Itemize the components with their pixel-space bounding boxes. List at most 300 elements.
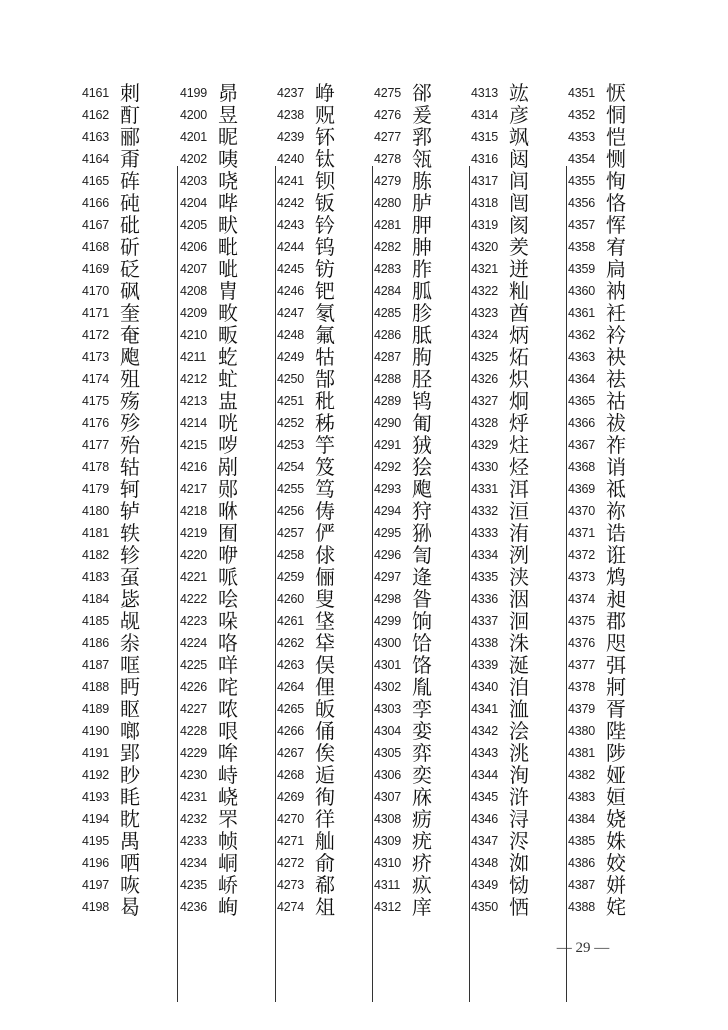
entry-character: 峣 xyxy=(218,785,238,809)
entry-number: 4313 xyxy=(471,86,499,100)
entry-character: 哚 xyxy=(218,609,238,633)
entry-number: 4196 xyxy=(82,856,110,870)
entry-character: 轸 xyxy=(120,543,140,567)
entry-number: 4238 xyxy=(277,108,305,122)
entry-number: 4211 xyxy=(180,350,207,364)
entry-number: 4171 xyxy=(82,306,110,320)
entry-number: 4376 xyxy=(568,636,596,650)
entry-number: 4181 xyxy=(82,526,110,540)
entry-number: 4355 xyxy=(568,174,596,188)
entry-number: 4246 xyxy=(277,284,305,298)
list-item xyxy=(277,874,373,896)
entry-character: 牁 xyxy=(606,675,626,699)
entry-number: 4277 xyxy=(374,130,402,144)
entry-number: 4263 xyxy=(277,658,305,672)
entry-number: 4187 xyxy=(82,658,110,672)
entry-character: 砜 xyxy=(120,279,140,303)
list-item xyxy=(374,544,470,566)
list-item xyxy=(277,786,373,808)
list-item xyxy=(277,742,373,764)
list-item xyxy=(180,654,276,676)
entry-character: 垡 xyxy=(315,609,335,633)
entry-character: 秕 xyxy=(315,389,335,413)
entry-character: 祚 xyxy=(606,433,626,457)
entry-character: 胂 xyxy=(412,235,432,259)
list-item xyxy=(180,236,276,258)
entry-number: 4304 xyxy=(374,724,402,738)
entry-number: 4319 xyxy=(471,218,499,232)
entry-number: 4290 xyxy=(374,416,402,430)
entry-character: 羑 xyxy=(509,235,529,259)
entry-number: 4262 xyxy=(277,636,305,650)
entry-number: 4176 xyxy=(82,416,110,430)
entry-number: 4346 xyxy=(471,812,499,826)
entry-character: 娅 xyxy=(606,763,626,787)
list-item xyxy=(82,456,178,478)
entry-character: 洵 xyxy=(509,763,529,787)
entry-number: 4220 xyxy=(180,548,208,562)
list-item xyxy=(374,104,470,126)
list-item xyxy=(568,82,664,104)
entry-character: 咴 xyxy=(120,873,140,897)
entry-character: 砗 xyxy=(120,169,140,193)
entry-character: 呲 xyxy=(218,257,238,281)
list-item xyxy=(471,500,567,522)
list-item xyxy=(277,346,373,368)
entry-character: 咫 xyxy=(606,631,626,655)
entry-character: 竑 xyxy=(509,81,529,105)
entry-character: 洌 xyxy=(509,543,529,567)
entry-character: 闿 xyxy=(509,191,529,215)
list-item xyxy=(277,478,373,500)
entry-character: 闾 xyxy=(509,169,529,193)
list-item xyxy=(471,808,567,830)
entry-number: 4275 xyxy=(374,86,402,100)
entry-number: 4368 xyxy=(568,460,596,474)
entry-character: 咿 xyxy=(218,543,238,567)
list-item xyxy=(374,456,470,478)
entry-character: 诳 xyxy=(606,543,626,567)
list-item xyxy=(180,676,276,698)
entry-number: 4222 xyxy=(180,592,208,606)
entry-character: 峤 xyxy=(218,873,238,897)
entry-number: 4214 xyxy=(180,416,208,430)
entry-character: 钣 xyxy=(315,191,335,215)
list-item xyxy=(277,390,373,412)
list-item xyxy=(471,632,567,654)
list-item xyxy=(374,82,470,104)
entry-number: 4299 xyxy=(374,614,402,628)
entry-character: 笈 xyxy=(315,455,335,479)
entry-character: 俟 xyxy=(315,741,335,765)
entry-number: 4205 xyxy=(180,218,208,232)
entry-number: 4271 xyxy=(277,834,305,848)
entry-number: 4320 xyxy=(471,240,499,254)
entry-number: 4163 xyxy=(82,130,110,144)
entry-character: 毗 xyxy=(218,235,238,259)
entry-character: 昴 xyxy=(218,81,238,105)
entry-number: 4233 xyxy=(180,834,208,848)
entry-number: 4343 xyxy=(471,746,499,760)
entry-number: 4377 xyxy=(568,658,596,672)
entry-number: 4289 xyxy=(374,394,402,408)
entry-number: 4311 xyxy=(374,878,401,892)
entry-character: 浕 xyxy=(509,829,529,853)
entry-character: 迸 xyxy=(509,257,529,281)
list-item xyxy=(277,632,373,654)
entry-number: 4282 xyxy=(374,240,402,254)
character-column xyxy=(180,82,276,924)
entry-character: 剐 xyxy=(218,455,238,479)
entry-number: 4334 xyxy=(471,548,499,562)
entry-character: 牯 xyxy=(315,345,335,369)
entry-number: 4161 xyxy=(82,86,110,100)
entry-number: 4375 xyxy=(568,614,596,628)
entry-character: 洫 xyxy=(509,697,529,721)
entry-number: 4324 xyxy=(471,328,499,342)
list-item xyxy=(180,368,276,390)
entry-number: 4372 xyxy=(568,548,596,562)
entry-character: 虻 xyxy=(218,367,238,391)
entry-character: 酊 xyxy=(120,103,140,127)
list-item xyxy=(180,302,276,324)
entry-character: 疣 xyxy=(412,829,432,853)
list-item xyxy=(568,390,664,412)
entry-number: 4167 xyxy=(82,218,110,232)
list-item xyxy=(568,280,664,302)
list-item xyxy=(82,544,178,566)
entry-character: 峋 xyxy=(218,895,238,919)
entry-character: 俪 xyxy=(315,565,335,589)
list-item xyxy=(82,522,178,544)
entry-character: 尜 xyxy=(120,631,140,655)
list-item xyxy=(82,82,178,104)
entry-number: 4179 xyxy=(82,482,110,496)
list-item xyxy=(82,170,178,192)
entry-number: 4261 xyxy=(277,614,305,628)
list-item xyxy=(180,522,276,544)
entry-number: 4235 xyxy=(180,878,208,892)
list-item xyxy=(180,544,276,566)
list-item xyxy=(568,434,664,456)
entry-number: 4365 xyxy=(568,394,596,408)
entry-character: 弭 xyxy=(606,653,626,677)
entry-character: 咦 xyxy=(218,147,238,171)
entry-character: 啷 xyxy=(120,719,140,743)
list-item xyxy=(374,434,470,456)
entry-character: 籼 xyxy=(509,279,529,303)
list-item xyxy=(82,830,178,852)
list-item xyxy=(471,742,567,764)
entry-character: 庠 xyxy=(412,895,432,919)
entry-number: 4224 xyxy=(180,636,208,650)
list-item xyxy=(82,808,178,830)
entry-number: 4344 xyxy=(471,768,499,782)
entry-character: 盅 xyxy=(218,389,238,413)
entry-character: 炷 xyxy=(509,433,529,457)
entry-number: 4356 xyxy=(568,196,596,210)
entry-character: 斫 xyxy=(120,235,140,259)
list-item xyxy=(568,192,664,214)
entry-number: 4249 xyxy=(277,350,305,364)
entry-number: 4366 xyxy=(568,416,596,430)
entry-number: 4302 xyxy=(374,680,402,694)
entry-character: 毖 xyxy=(120,587,140,611)
entry-number: 4358 xyxy=(568,240,596,254)
list-item xyxy=(568,456,664,478)
entry-character: 钫 xyxy=(315,257,335,281)
entry-number: 4328 xyxy=(471,416,499,430)
entry-number: 4239 xyxy=(277,130,305,144)
list-item xyxy=(374,588,470,610)
list-item xyxy=(82,764,178,786)
entry-character: 闼 xyxy=(509,147,529,171)
entry-character: 禺 xyxy=(120,829,140,853)
entry-character: 哞 xyxy=(218,741,238,765)
entry-number: 4256 xyxy=(277,504,305,518)
list-item xyxy=(374,764,470,786)
entry-number: 4178 xyxy=(82,460,110,474)
entry-number: 4329 xyxy=(471,438,499,452)
list-item xyxy=(180,588,276,610)
entry-character: 胨 xyxy=(412,169,432,193)
entry-number: 4266 xyxy=(277,724,305,738)
entry-character: 洙 xyxy=(509,631,529,655)
entry-number: 4384 xyxy=(568,812,596,826)
entry-number: 4257 xyxy=(277,526,305,540)
entry-number: 4232 xyxy=(180,812,208,826)
entry-number: 4189 xyxy=(82,702,110,716)
entry-number: 4285 xyxy=(374,306,402,320)
list-item xyxy=(374,852,470,874)
list-item xyxy=(374,236,470,258)
entry-number: 4234 xyxy=(180,856,208,870)
entry-character: 胝 xyxy=(412,323,432,347)
entry-number: 4209 xyxy=(180,306,208,320)
entry-number: 4245 xyxy=(277,262,305,276)
entry-character: 逄 xyxy=(412,565,432,589)
entry-number: 4202 xyxy=(180,152,208,166)
entry-number: 4164 xyxy=(82,152,110,166)
list-item xyxy=(568,104,664,126)
entry-character: 胥 xyxy=(606,697,626,721)
list-item xyxy=(277,456,373,478)
entry-number: 4294 xyxy=(374,504,402,518)
list-item xyxy=(568,236,664,258)
list-item xyxy=(568,368,664,390)
entry-character: 轲 xyxy=(120,477,140,501)
entry-number: 4221 xyxy=(180,570,208,584)
entry-number: 4166 xyxy=(82,196,110,210)
entry-character: 恹 xyxy=(606,81,626,105)
entry-number: 4170 xyxy=(82,284,110,298)
entry-number: 4367 xyxy=(568,438,596,452)
entry-number: 4310 xyxy=(374,856,402,870)
entry-character: 娆 xyxy=(606,807,626,831)
entry-character: 咩 xyxy=(218,653,238,677)
entry-character: 砭 xyxy=(120,257,140,281)
entry-number: 4276 xyxy=(374,108,402,122)
list-item xyxy=(471,368,567,390)
list-item xyxy=(471,698,567,720)
list-item xyxy=(374,390,470,412)
entry-character: 峥 xyxy=(315,81,335,105)
list-item xyxy=(374,632,470,654)
list-item xyxy=(277,236,373,258)
entry-character: 胫 xyxy=(412,367,432,391)
entry-number: 4296 xyxy=(374,548,402,562)
entry-number: 4345 xyxy=(471,790,499,804)
list-item xyxy=(82,148,178,170)
entry-number: 4188 xyxy=(82,680,110,694)
entry-character: 轱 xyxy=(120,455,140,479)
entry-character: 奕 xyxy=(412,763,432,787)
entry-character: 哝 xyxy=(218,697,238,721)
entry-number: 4203 xyxy=(180,174,208,188)
list-item xyxy=(471,434,567,456)
entry-number: 4303 xyxy=(374,702,402,716)
entry-number: 4279 xyxy=(374,174,402,188)
character-column xyxy=(277,82,373,924)
entry-character: 牮 xyxy=(315,631,335,655)
entry-character: 洄 xyxy=(509,609,529,633)
entry-character: 郤 xyxy=(412,81,432,105)
entry-character: 炳 xyxy=(509,323,529,347)
entry-character: 殇 xyxy=(120,389,140,413)
list-item xyxy=(374,720,470,742)
entry-character: 恺 xyxy=(606,125,626,149)
entry-character: 饸 xyxy=(412,631,432,655)
entry-number: 4292 xyxy=(374,460,402,474)
entry-character: 炯 xyxy=(509,389,529,413)
list-item xyxy=(471,522,567,544)
entry-number: 4363 xyxy=(568,350,596,364)
list-item xyxy=(180,390,276,412)
entry-character: 陛 xyxy=(606,719,626,743)
entry-character: 甭 xyxy=(120,147,140,171)
entry-character: 钤 xyxy=(315,213,335,237)
list-item xyxy=(180,456,276,478)
entry-character: 浍 xyxy=(509,719,529,743)
list-item xyxy=(82,676,178,698)
entry-number: 4369 xyxy=(568,482,596,496)
list-item xyxy=(277,82,373,104)
entry-character: 钡 xyxy=(315,169,335,193)
entry-number: 4350 xyxy=(471,900,499,914)
list-item xyxy=(374,808,470,830)
entry-character: 洳 xyxy=(509,851,529,875)
entry-character: 恓 xyxy=(509,895,529,919)
entry-number: 4286 xyxy=(374,328,402,342)
entry-character: 疥 xyxy=(412,851,432,875)
entry-number: 4331 xyxy=(471,482,499,496)
entry-number: 4374 xyxy=(568,592,596,606)
entry-number: 4379 xyxy=(568,702,596,716)
entry-number: 4201 xyxy=(180,130,208,144)
entry-number: 4264 xyxy=(277,680,305,694)
list-item xyxy=(374,170,470,192)
entry-character: 烃 xyxy=(509,455,529,479)
entry-number: 4230 xyxy=(180,768,208,782)
list-item xyxy=(568,896,664,918)
entry-number: 4217 xyxy=(180,482,208,496)
entry-character: 胍 xyxy=(412,279,432,303)
entry-character: 祜 xyxy=(606,389,626,413)
entry-number: 4309 xyxy=(374,834,402,848)
list-item xyxy=(471,170,567,192)
entry-character: 哐 xyxy=(120,653,140,677)
list-item xyxy=(374,698,470,720)
entry-number: 4183 xyxy=(82,570,110,584)
entry-number: 4237 xyxy=(277,86,305,100)
entry-number: 4378 xyxy=(568,680,596,694)
entry-number: 4362 xyxy=(568,328,596,342)
list-item xyxy=(568,258,664,280)
entry-character: 哔 xyxy=(218,191,238,215)
entry-number: 4336 xyxy=(471,592,499,606)
list-item xyxy=(471,852,567,874)
entry-number: 4382 xyxy=(568,768,596,782)
entry-character: 飒 xyxy=(509,125,529,149)
entry-character: 咯 xyxy=(218,631,238,655)
entry-number: 4269 xyxy=(277,790,305,804)
list-item xyxy=(471,478,567,500)
entry-number: 4173 xyxy=(82,350,110,364)
entry-number: 4267 xyxy=(277,746,305,760)
list-item xyxy=(471,654,567,676)
list-item xyxy=(374,148,470,170)
entry-number: 4318 xyxy=(471,196,499,210)
entry-number: 4258 xyxy=(277,548,305,562)
list-item xyxy=(277,852,373,874)
entry-number: 4314 xyxy=(471,108,499,122)
list-item xyxy=(374,302,470,324)
list-item xyxy=(180,82,276,104)
entry-character: 殂 xyxy=(120,367,140,391)
entry-character: 畋 xyxy=(218,301,238,325)
entry-number: 4354 xyxy=(568,152,596,166)
entry-number: 4381 xyxy=(568,746,596,760)
entry-number: 4223 xyxy=(180,614,208,628)
list-item xyxy=(471,82,567,104)
entry-number: 4337 xyxy=(471,614,499,628)
entry-character: 飑 xyxy=(120,345,140,369)
list-item xyxy=(277,808,373,830)
entry-number: 4268 xyxy=(277,768,305,782)
list-item xyxy=(277,412,373,434)
entry-character: 徉 xyxy=(315,807,335,831)
list-item xyxy=(568,500,664,522)
list-item xyxy=(82,368,178,390)
list-item xyxy=(180,742,276,764)
list-item xyxy=(471,258,567,280)
entry-character: 郢 xyxy=(120,741,140,765)
entry-number: 4330 xyxy=(471,460,499,474)
entry-number: 4317 xyxy=(471,174,499,188)
list-item xyxy=(374,346,470,368)
entry-character: 皈 xyxy=(315,697,335,721)
entry-number: 4297 xyxy=(374,570,402,584)
entry-character: 朐 xyxy=(412,345,432,369)
list-item xyxy=(374,742,470,764)
list-item xyxy=(82,874,178,896)
entry-number: 4175 xyxy=(82,394,110,408)
entry-number: 4278 xyxy=(374,152,402,166)
entry-character: 疭 xyxy=(412,873,432,897)
entry-character: 竽 xyxy=(315,433,335,457)
entry-number: 4335 xyxy=(471,570,499,584)
entry-character: 氟 xyxy=(315,323,335,347)
